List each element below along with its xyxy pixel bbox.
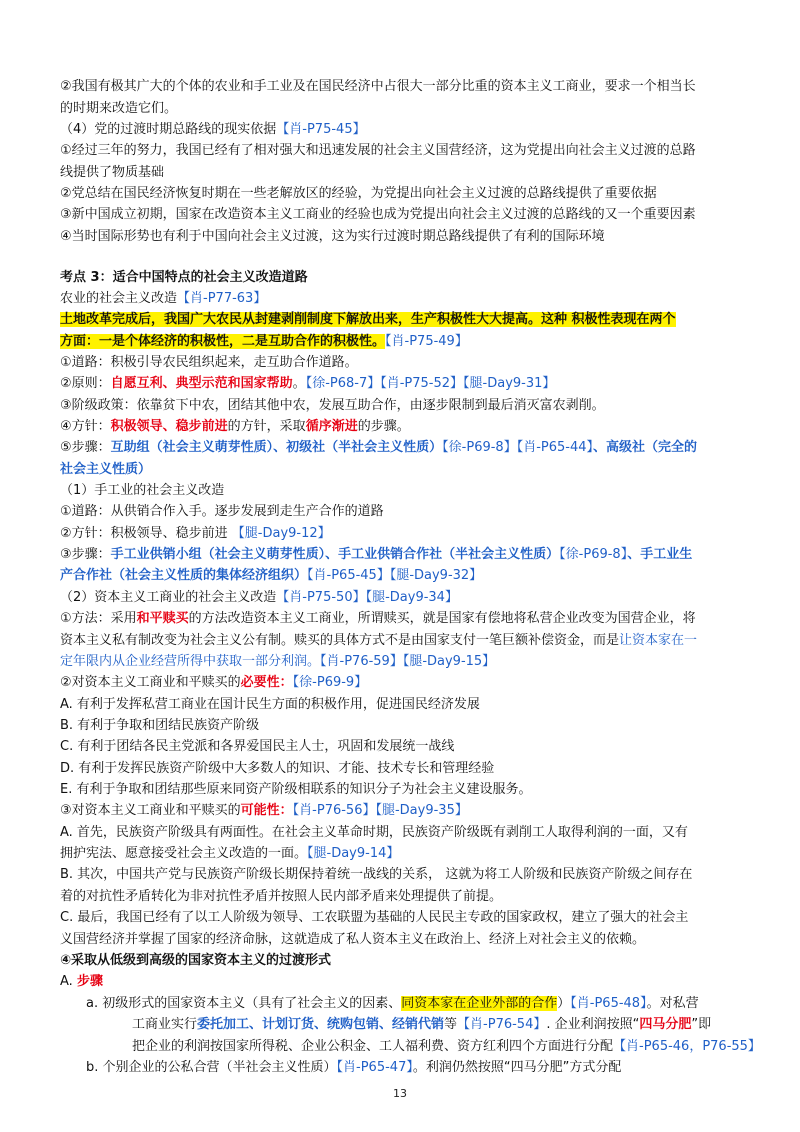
key-term: 自愿互利、典型示范和国家帮助: [110, 376, 293, 391]
key-term: 步骤: [76, 974, 103, 989]
text-line: [60, 971, 744, 992]
text-line: [60, 331, 744, 352]
text-line: [60, 929, 744, 950]
text-span: 农业的社会主义改造: [60, 291, 178, 306]
text-line: [60, 715, 744, 736]
text-line: [60, 267, 744, 288]
text-line: [60, 843, 744, 864]
text-span: 。利润仍然按照“四马分肥”方式分配: [412, 1060, 622, 1075]
text-span: 手工业供销小组（社会主义萌芽性质）、手工业供销合作社（半社会主义性质）: [110, 547, 560, 562]
reference-tag: 【肖-P76-56】【腿-Day9-35】: [292, 803, 468, 818]
text-span: ④方针：: [60, 419, 111, 434]
text-span: 、手工业生: [627, 547, 693, 562]
text-span: 土地改革完成后，我国广大农民从封建剥削制度下解放出来，生产积极性大大提高。这种 积极性表现在两个: [60, 312, 676, 327]
text-span: 的步骤。: [357, 419, 410, 434]
text-span: ①方法：采用: [60, 611, 137, 626]
text-line: [60, 886, 744, 907]
reference-tag: 【肖-P65-47】: [336, 1060, 413, 1075]
reference-tag: 定年限内从企业经营所得中获取一部分利润。: [60, 654, 321, 669]
text-span: B. 其次，中国共产党与民族资产阶级长期保持着统一战线的关系， 这就为将工人阶级和民族资产阶级之间存在: [60, 867, 693, 882]
key-term: 循序渐进: [305, 419, 358, 434]
text-span: （2）资本主义工商业的社会主义改造: [60, 590, 277, 605]
key-term: 必要性：: [240, 675, 293, 690]
text-span: 着的对抗性矛盾转化为非对抗性矛盾并按照人民内部矛盾来处理提供了前提。: [60, 889, 503, 904]
text-span: ③新中国成立初期，国家在改造资本主义工商业的经验也成为党提出向社会主义过渡的总路线的又一个重要因素: [60, 207, 696, 222]
text-span: 义国营经济并掌握了国家的经济命脉，这就造成了私人资本主义在政治上、经济上对社会主义的依赖。: [60, 932, 646, 947]
text-span: B. 有利于争取和团结民族资产阶级: [60, 718, 260, 733]
text-line: [60, 352, 744, 373]
text-span: 。: [292, 376, 306, 391]
text-span: A.: [60, 974, 77, 989]
text-line: [60, 800, 744, 821]
text-span: a. 初级形式的国家资本主义（具有了社会主义的因素、: [86, 996, 402, 1011]
text-span: D. 有利于发挥民族资产阶级中大多数人的知识、才能、技术专长和管理经验: [60, 761, 495, 776]
text-line: [132, 1036, 761, 1057]
text-span: 工商业实行: [132, 1017, 198, 1032]
text-line: [60, 864, 744, 885]
text-line: [60, 565, 744, 586]
text-line: [60, 395, 744, 416]
key-term: 可能性：: [240, 803, 293, 818]
text-span: ）: [557, 996, 571, 1011]
text-span: ②党总结在国民经济恢复时期在一些老解放区的经验，为党提出向社会主义过渡的总路线提供了重要依据: [60, 186, 657, 201]
text-line: [60, 630, 744, 651]
text-span: ”即: [691, 1017, 712, 1032]
reference-tag: 【徐-P69-8】: [559, 547, 628, 562]
text-span: 社会主义性质）: [60, 462, 152, 477]
text-line: [60, 373, 744, 394]
text-line: [86, 993, 744, 1014]
text-line: [60, 950, 744, 971]
text-line: [60, 523, 744, 544]
text-span: ②对资本主义工商业和平赎买的: [60, 675, 241, 690]
text-span: ②方针：积极领导、稳步前进: [60, 526, 232, 541]
text-span: 。对私营: [646, 996, 699, 1011]
text-span: 同资本家在企业外部的合作: [401, 996, 558, 1011]
text-line: [86, 1057, 744, 1078]
text-line: [60, 736, 744, 757]
text-span: ④当时国际形势也有利于中国向社会主义过渡，这为实行过渡时期总路线提供了有利的国际环境: [60, 229, 605, 244]
text-span: 的方针，采取: [227, 419, 306, 434]
text-span: 委托加工、计划订货、统购包销、经销代销: [197, 1017, 445, 1032]
reference-tag: 【徐-P69-8】【肖-P65-44】: [442, 440, 594, 455]
text-span: 考点 3：适合中国特点的社会主义改造道路: [60, 270, 308, 285]
text-line: [60, 226, 744, 247]
text-span: ③对资本主义工商业和平赎买的: [60, 803, 241, 818]
text-line: [60, 416, 744, 437]
text-line: [60, 672, 744, 693]
text-span: 、高级社（完全的: [593, 440, 698, 455]
text-line: [60, 98, 744, 119]
reference-tag: 让资本家在一: [619, 633, 698, 648]
text-line: [60, 119, 744, 140]
key-term: 和平赎买: [136, 611, 189, 626]
reference-tag: 【肖-P75-50】【腿-Day9-34】: [276, 590, 458, 605]
text-line: [60, 437, 744, 458]
reference-tag: 【肖-P77-63】: [177, 291, 267, 306]
text-span: ①道路：从供销合作入手。逐步发展到走生产合作的道路: [60, 504, 384, 519]
text-span: E. 有利于争取和团结那些原来同资产阶级相联系的知识分子为社会主义建设服务。: [60, 782, 532, 797]
text-span: A. 首先，民族资产阶级具有两面性。在社会主义革命时期，民族资产阶级既有剥削工人取得利润的一面，又有: [60, 825, 688, 840]
text-line: [60, 608, 744, 629]
text-line: [60, 758, 744, 779]
text-line: [60, 822, 744, 843]
text-line: [60, 587, 744, 608]
reference-tag: 【肖-P76-54】: [457, 1017, 547, 1032]
reference-tag: 【肖-P65-48】: [570, 996, 647, 1011]
reference-tag: 【肖-P75-49】: [385, 334, 468, 349]
text-line: [60, 480, 744, 501]
text-line: [60, 501, 744, 522]
text-span: 产合作社（社会主义性质的集体经济组织）: [60, 568, 308, 583]
reference-tag: 【肖-P65-46，P76-55】: [613, 1039, 761, 1054]
key-term: 四马分肥: [639, 1017, 692, 1032]
text-line: [60, 162, 744, 183]
text-line: [60, 140, 744, 161]
text-span: . 企业利润按照“: [546, 1017, 640, 1032]
reference-tag: 【腿-Day9-12】: [231, 526, 331, 541]
reference-tag: 【肖-P75-45】: [276, 122, 366, 137]
text-span: 方面：一是个体经济的积极性，二是互助合作的积极性。: [60, 334, 386, 349]
text-span: （4）党的过渡时期总路线的现实依据: [60, 122, 277, 137]
text-span: ①经过三年的努力，我国已经有了相对强大和迅速发展的社会主义国营经济，这为党提出向社会主义过渡的总路: [60, 143, 696, 158]
text-line: [132, 1014, 744, 1035]
reference-tag: 【徐-P69-9】: [292, 675, 368, 690]
text-line: [60, 288, 744, 309]
text-span: C. 最后，我国已经有了以工人阶级为领导、工农联盟为基础的人民民主专政的国家政权，建立了强大的社会主: [60, 910, 689, 925]
text-line: [60, 544, 744, 565]
text-line: [60, 76, 744, 97]
text-span: 线提供了物质基础: [60, 165, 165, 180]
text-line: [60, 907, 744, 928]
text-span: ①道路：积极引导农民组织起来，走互助合作道路。: [60, 355, 358, 370]
text-span: ④采取从低级到高级的国家资本主义的过渡形式: [60, 953, 332, 968]
reference-tag: 【腿-Day9-14】: [307, 846, 400, 861]
key-term: 积极领导、稳步前进: [110, 419, 228, 434]
text-span: 互助组（社会主义萌芽性质）、初级社（半社会主义性质）: [110, 440, 443, 455]
reference-tag: 【肖-P65-45】【腿-Day9-32】: [307, 568, 483, 583]
text-span: （1）手工业的社会主义改造: [60, 483, 225, 498]
text-line: [60, 651, 744, 672]
page-number: 13: [393, 1087, 407, 1100]
text-span: 等: [444, 1017, 458, 1032]
text-span: 的时期来改造它们。: [60, 101, 178, 116]
text-line: [60, 309, 744, 330]
text-line: [60, 459, 744, 480]
text-span: ③步骤：: [60, 547, 111, 562]
text-line: [60, 694, 744, 715]
text-span: ⑤步骤：: [60, 440, 111, 455]
text-span: A. 有利于发挥私营工商业在国计民生方面的积极作用，促进国民经济发展: [60, 697, 480, 712]
reference-tag: 【肖-P76-59】【腿-Day9-15】: [320, 654, 496, 669]
text-span: 的方法改造资本主义工商业，所谓赎买，就是国家有偿地将私营企业改变为国营企业，将: [188, 611, 696, 626]
text-line: [60, 183, 744, 204]
text-span: b. 个别企业的公私合营（半社会主义性质）: [86, 1060, 337, 1075]
text-span: 拥护宪法、愿意接受社会主义改造的一面。: [60, 846, 308, 861]
text-span: 把企业的利润按国家所得税、企业公积金、工人福利费、资方红利四个方面进行分配: [132, 1039, 614, 1054]
text-span: ②我国有极其广大的个体的农业和手工业及在国民经济中占很大一部分比重的资本主义工商业，要求一个相当长: [60, 79, 696, 94]
text-line: [60, 204, 744, 225]
text-span: C. 有利于团结各民主党派和各界爱国民主人士，巩固和发展统一战线: [60, 739, 455, 754]
text-line: [60, 779, 744, 800]
text-span: ②原则：: [60, 376, 111, 391]
text-span: ③阶级政策：依靠贫下中农，团结其他中农，发展互助合作，由逐步限制到最后消灭富农剥削。: [60, 398, 605, 413]
reference-tag: 【徐-P68-7】【肖-P75-52】【腿-Day9-31】: [305, 376, 556, 391]
text-span: 资本主义私有制改变为社会主义公有制。赎买的具体方式不是由国家支付一笔巨额补偿资金，而是: [60, 633, 620, 648]
